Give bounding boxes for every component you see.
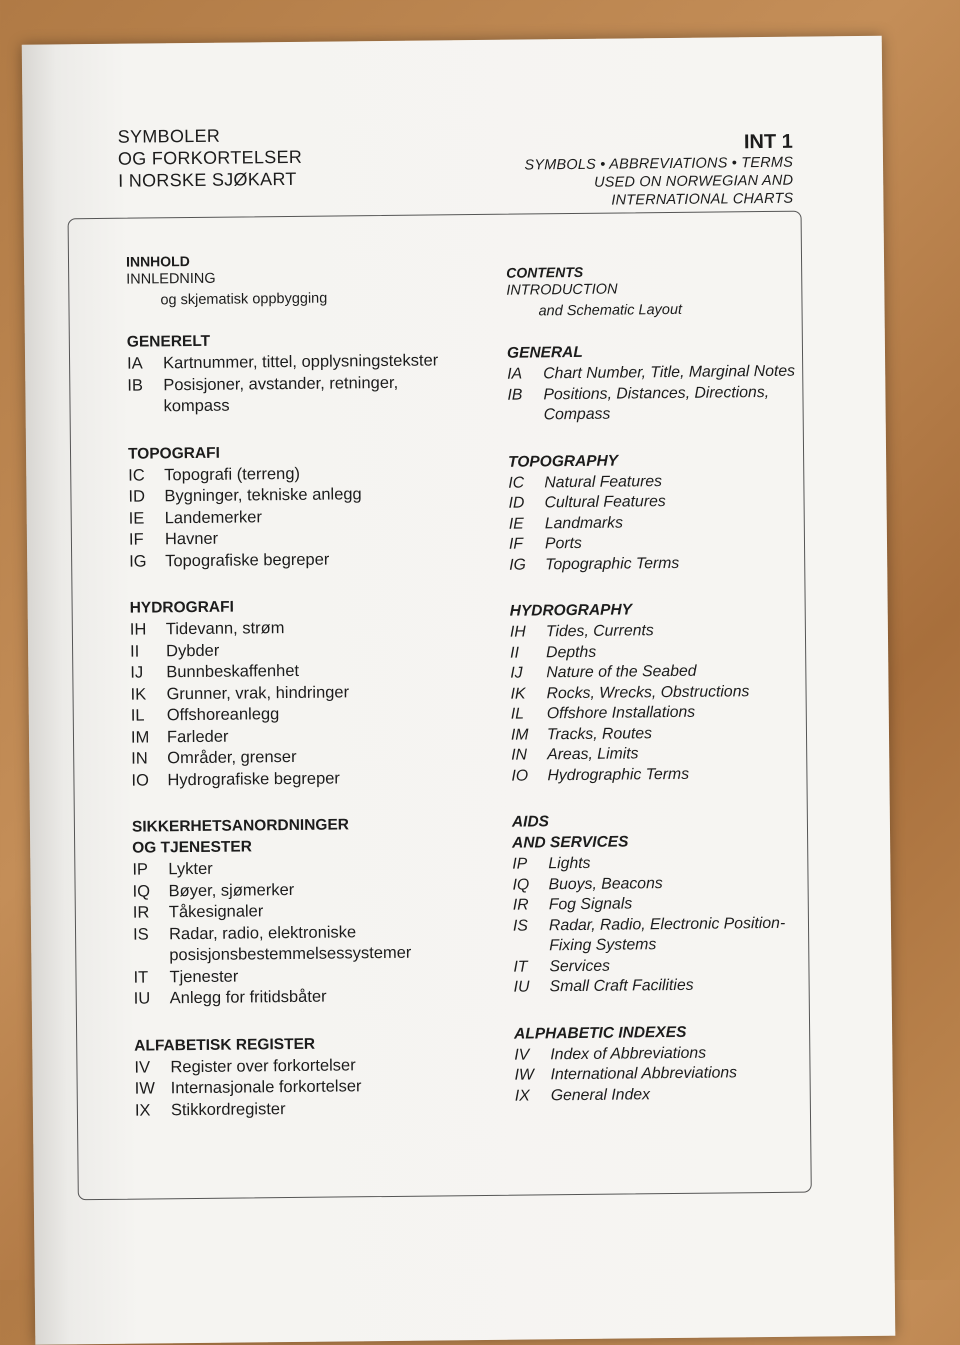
list-item bbox=[131, 767, 471, 792]
item-code: IH bbox=[129, 620, 147, 639]
item-label: Tåkesignaler bbox=[168, 902, 264, 922]
item-code: IR bbox=[512, 896, 529, 914]
item-code: II bbox=[130, 642, 140, 661]
item-label: Depths bbox=[546, 643, 597, 661]
item-code: IC bbox=[508, 474, 525, 492]
header-line: INTERNATIONAL CHARTS bbox=[611, 190, 794, 209]
intro-block bbox=[126, 250, 467, 313]
item-label: Areas, Limits bbox=[547, 745, 639, 764]
contents-section bbox=[508, 449, 809, 576]
header-line: I NORSKE SJØKART bbox=[118, 168, 297, 191]
intro-line: INTRODUCTION bbox=[506, 281, 618, 299]
item-label: Nature of the Seabed bbox=[546, 662, 697, 682]
item-code: IX bbox=[134, 1100, 151, 1120]
section-heading: HYDROGRAFI bbox=[129, 598, 234, 617]
item-code: IS bbox=[132, 924, 149, 944]
item-label: Offshoreanlegg bbox=[166, 705, 280, 725]
section-heading: GENERAL bbox=[506, 343, 583, 362]
item-label: Landemerker bbox=[164, 507, 263, 527]
list-item bbox=[133, 921, 473, 968]
item-code: IO bbox=[511, 767, 529, 785]
item-label: Farleder bbox=[166, 727, 229, 746]
item-label: Topografi (terreng) bbox=[164, 464, 301, 484]
item-code: IL bbox=[130, 706, 145, 725]
list-item bbox=[507, 382, 807, 426]
item-code: IV bbox=[514, 1046, 530, 1064]
item-code: IE bbox=[128, 509, 145, 528]
item-label: Services bbox=[549, 957, 611, 975]
item-label: Topografiske begreper bbox=[165, 550, 330, 570]
item-label: General Index bbox=[550, 1085, 651, 1104]
item-label: Index of Abbreviations bbox=[550, 1044, 707, 1063]
item-code: IU bbox=[513, 978, 530, 996]
item-label: Cultural Features bbox=[544, 493, 666, 512]
item-label: Lykter bbox=[168, 859, 213, 879]
item-label: Register over forkortelser bbox=[170, 1055, 356, 1076]
list-item bbox=[514, 975, 814, 999]
item-code: IE bbox=[508, 515, 524, 533]
item-code: IK bbox=[510, 685, 526, 703]
item-label: Buoys, Beacons bbox=[548, 874, 663, 893]
section-heading: HYDROGRAPHY bbox=[509, 601, 633, 620]
item-code: IW bbox=[134, 1079, 155, 1098]
contents-section bbox=[127, 329, 468, 418]
item-code: IS bbox=[512, 917, 529, 935]
intro-block bbox=[506, 262, 807, 324]
item-label: Chart Number, Title, Marginal Notes bbox=[543, 362, 796, 383]
item-label: Offshore Installations bbox=[546, 703, 696, 723]
item-code: IL bbox=[510, 705, 525, 723]
header-line: SYMBOLER bbox=[117, 125, 221, 147]
item-label: Landmarks bbox=[544, 513, 624, 532]
item-code: IJ bbox=[130, 663, 144, 682]
list-item bbox=[135, 1097, 475, 1122]
contents-section bbox=[514, 1021, 815, 1107]
item-code: IA bbox=[126, 354, 143, 373]
item-code: IM bbox=[510, 725, 529, 744]
item-label: Tides, Currents bbox=[545, 622, 654, 641]
list-item bbox=[509, 552, 809, 576]
item-code: IX bbox=[514, 1087, 530, 1105]
item-code: IK bbox=[130, 684, 147, 704]
item-code: IT bbox=[133, 967, 149, 987]
item-label: Ports bbox=[544, 534, 582, 553]
item-code: IA bbox=[507, 365, 523, 383]
list-item bbox=[127, 372, 467, 419]
item-code: II bbox=[510, 644, 520, 662]
contents-section bbox=[132, 814, 474, 1010]
item-code: IB bbox=[507, 386, 523, 404]
page-title: INT 1 bbox=[743, 130, 793, 154]
item-code: ID bbox=[128, 487, 146, 506]
section-heading: ALPHABETIC INDEXES bbox=[514, 1023, 687, 1043]
item-code: IG bbox=[129, 551, 147, 571]
item-label: Havner bbox=[164, 529, 219, 549]
list-item bbox=[134, 985, 474, 1010]
item-label: Fog Signals bbox=[548, 895, 633, 914]
item-code: IN bbox=[511, 746, 528, 764]
item-code: IB bbox=[127, 376, 143, 395]
list-item bbox=[511, 763, 811, 787]
list-item bbox=[515, 1083, 815, 1107]
item-label: Bunnbeskaffenhet bbox=[166, 661, 300, 682]
item-label: Tracks, Routes bbox=[546, 724, 653, 743]
header-line: SYMBOLS • ABBREVIATIONS • TERMS bbox=[524, 154, 794, 174]
item-label: Stikkordregister bbox=[170, 1099, 286, 1119]
item-label: Anlegg for fritidsbåter bbox=[169, 987, 327, 1008]
item-label: Bygninger, tekniske anlegg bbox=[164, 485, 362, 506]
header-line: OG FORKORTELSER bbox=[117, 146, 303, 169]
item-code: IQ bbox=[512, 875, 530, 894]
section-heading: TOPOGRAFI bbox=[127, 444, 220, 463]
section-heading: GENERELT bbox=[126, 332, 211, 351]
item-code: IC bbox=[128, 466, 145, 485]
item-label: Topographic Terms bbox=[545, 554, 680, 573]
item-code: IF bbox=[508, 535, 524, 553]
item-code: ID bbox=[508, 494, 525, 512]
contents-section bbox=[134, 1033, 475, 1122]
item-label: Lights bbox=[548, 854, 591, 873]
english-contents-column bbox=[506, 262, 815, 1133]
list-item bbox=[513, 913, 813, 957]
item-label: Tidevann, strøm bbox=[165, 619, 285, 639]
item-label: Small Craft Facilities bbox=[549, 976, 694, 996]
contents-section bbox=[130, 595, 472, 792]
item-label: Hydrografiske begreper bbox=[167, 768, 340, 789]
intro-line: and Schematic Layout bbox=[538, 301, 683, 320]
section-heading: SIKKERHETSANORDNINGER bbox=[131, 816, 350, 836]
header-line: USED ON NORWEGIAN AND bbox=[593, 172, 794, 191]
item-label: Dybder bbox=[166, 641, 220, 660]
item-code: IJ bbox=[510, 664, 523, 682]
item-label: Radar, radio, elektroniske posisjonsbestemmelsessystemer bbox=[168, 922, 412, 965]
item-label: Bøyer, sjømerker bbox=[168, 880, 295, 900]
item-code: IW bbox=[514, 1066, 534, 1084]
section-heading: TOPOGRAPHY bbox=[508, 452, 619, 471]
contents-section bbox=[507, 341, 808, 427]
item-code: IP bbox=[132, 860, 149, 879]
item-code: IH bbox=[509, 623, 526, 641]
item-code: IF bbox=[128, 530, 144, 549]
norwegian-contents-column bbox=[126, 250, 475, 1148]
item-label: Hydrographic Terms bbox=[547, 765, 690, 784]
item-label: Rocks, Wrecks, Obstructions bbox=[546, 682, 750, 702]
item-code: IN bbox=[131, 749, 148, 768]
item-code: IT bbox=[513, 958, 528, 976]
section-heading: OG TJENESTER bbox=[132, 838, 252, 857]
item-code: IM bbox=[130, 727, 150, 747]
section-heading: AIDS bbox=[511, 813, 550, 831]
item-label: Områder, grenser bbox=[167, 747, 297, 768]
item-code: IP bbox=[512, 855, 528, 873]
item-label: Positions, Distances, Directions, Compass bbox=[543, 383, 770, 424]
item-code: IO bbox=[131, 770, 149, 790]
intro-heading: INNHOLD bbox=[125, 253, 190, 270]
intro-line: INNLEDNING bbox=[126, 270, 216, 288]
intro-line: og skjematisk oppbygging bbox=[160, 290, 328, 309]
item-code: IR bbox=[132, 903, 150, 922]
item-code: IU bbox=[133, 989, 151, 1008]
list-item bbox=[129, 548, 469, 573]
item-label: Posisjoner, avstander, retninger, kompass bbox=[163, 373, 399, 416]
item-label: Grunner, vrak, hindringer bbox=[166, 682, 350, 703]
intro-heading: CONTENTS bbox=[506, 263, 584, 281]
item-code: IV bbox=[134, 1057, 151, 1077]
item-label: International Abbreviations bbox=[550, 1064, 738, 1084]
header-english-title bbox=[524, 130, 793, 211]
item-label: Kartnummer, tittel, opplysningstekster bbox=[162, 351, 439, 373]
contents-section bbox=[512, 810, 814, 999]
item-label: Radar, Radio, Electronic Position-Fixing Systems bbox=[548, 914, 786, 955]
contents-section bbox=[510, 599, 812, 787]
item-code: IQ bbox=[132, 881, 151, 901]
section-heading: ALFABETISK REGISTER bbox=[134, 1035, 316, 1055]
item-label: Natural Features bbox=[544, 472, 663, 491]
section-heading: AND SERVICES bbox=[512, 833, 629, 852]
contents-section bbox=[128, 441, 469, 573]
item-label: Tjenester bbox=[169, 967, 239, 986]
item-label: Internasjonale forkortelser bbox=[170, 1077, 362, 1098]
item-code: IG bbox=[509, 556, 526, 574]
header-norwegian-title bbox=[118, 124, 303, 192]
